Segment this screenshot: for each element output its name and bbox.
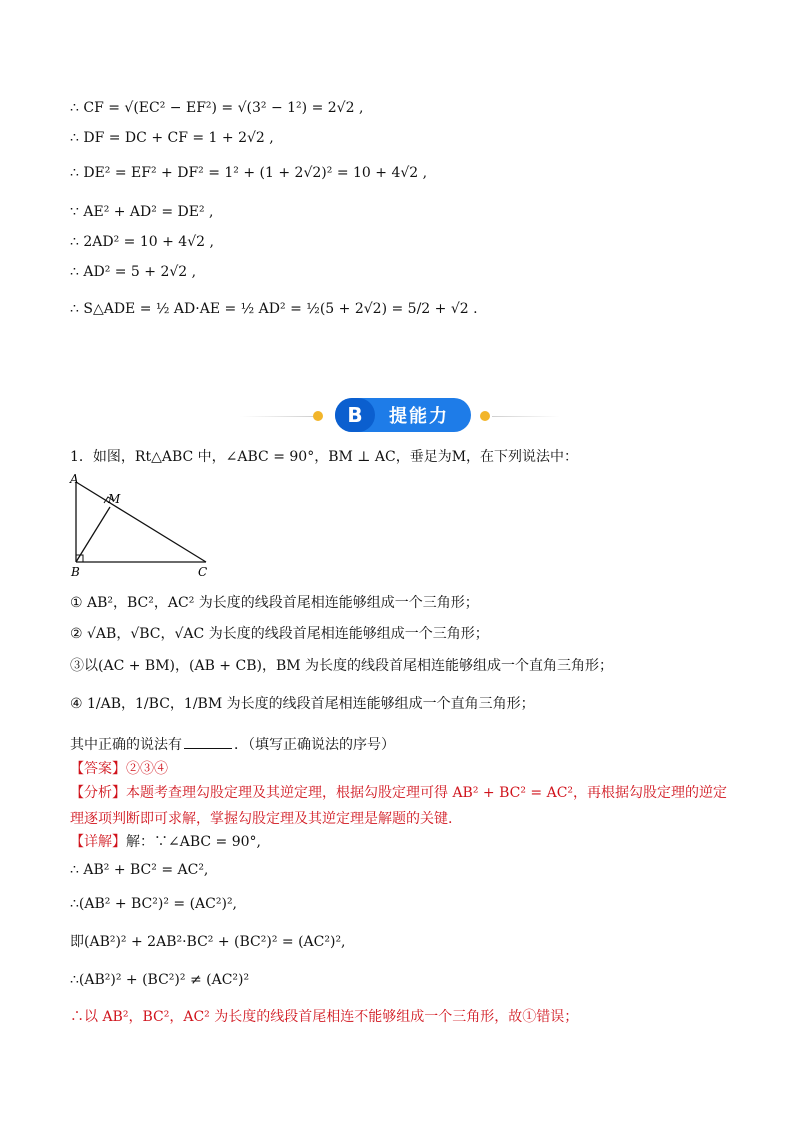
badge-title: 提能力 [389, 406, 449, 427]
detail-label: 【详解】 [70, 834, 126, 850]
label-c: C [198, 565, 208, 579]
solution-line-7: ∴ S△ADE = ½ AD·AE = ½ AD² = ½(5 + 2√2) = 5/2 + √2 . [70, 301, 478, 317]
solution-line-2: ∴ DF = DC + CF = 1 + 2√2 , [70, 130, 274, 146]
badge-letter: B [335, 398, 375, 432]
banner-left-dot [313, 411, 323, 421]
banner-right-line [492, 416, 560, 417]
solution-line-1: ∴ CF = √(EC² − EF²) = √(3² − 1²) = 2√2 , [70, 100, 364, 116]
label-b: B [71, 565, 80, 579]
banner-right-dot [480, 411, 490, 421]
prompt-before: 其中正确的说法有 [70, 737, 182, 753]
solution-line-6: ∴ AD² = 5 + 2√2 , [70, 264, 197, 280]
solution-line-4: ∵ AE² + AD² = DE² , [70, 204, 214, 220]
detail-first: 解：∵∠ABC = 90°, [126, 834, 261, 850]
solution-line-3: ∴ DE² = EF² + DF² = 1² + (1 + 2√2)² = 10 + 4√2 , [70, 165, 428, 181]
answer-line [70, 759, 168, 779]
detail-line-2: ∴ AB² + BC² = AC², [70, 862, 209, 878]
answer-blank [184, 748, 232, 749]
label-a: A [70, 474, 79, 486]
label-m: M [108, 492, 121, 506]
option-3: ③以(AC + BM)，(AB + CB)，BM 为长度的线段首尾相连能够组成一个直角三角形； [70, 658, 614, 674]
prompt-after: ．（填写正确说法的序号） [234, 737, 395, 753]
detail-line-3: ∴(AB² + BC²)² = (AC²)², [70, 896, 238, 912]
analysis-line-1 [70, 783, 727, 803]
answer-label: 【答案】 [70, 761, 126, 777]
detail-line-5: ∴(AB²)² + (BC²)² ≠ (AC²)² [70, 972, 250, 988]
section-banner [240, 398, 560, 434]
section-badge [335, 398, 471, 432]
solution-line-5: ∴ 2AD² = 10 + 4√2 , [70, 234, 214, 250]
analysis-line-2: 理逐项判断即可求解，掌握勾股定理及其逆定理是解题的关键. [70, 811, 453, 827]
detail-line-4: 即(AB²)² + 2AB²·BC² + (BC²)² = (AC²)², [70, 934, 346, 950]
option-4: ④ 1/AB，1/BC，1/BM 为长度的线段首尾相连能够组成一个直角三角形； [70, 696, 535, 712]
analysis-text-1: 本题考查理勾股定理及其逆定理，根据勾股定理可得 AB² + BC² = AC²，再根据勾股定理的逆定 [126, 785, 728, 801]
option-1: ① AB²，BC²，AC² 为长度的线段首尾相连能够组成一个三角形； [70, 595, 479, 611]
detail-conclusion: ∴以 AB²，BC²，AC² 为长度的线段首尾相连不能够组成一个三角形，故①错误； [70, 1009, 579, 1025]
option-2: ② √AB，√BC，√AC 为长度的线段首尾相连能够组成一个三角形； [70, 626, 489, 642]
question-stem: 1．如图，Rt△ABC 中，∠ABC = 90°，BM ⊥ AC，垂足为M，在下列说法中： [70, 449, 579, 465]
detail-line-1 [70, 832, 261, 852]
analysis-label: 【分析】 [70, 785, 126, 801]
banner-left-line [240, 416, 315, 417]
question-prompt [70, 735, 395, 755]
triangle-figure [66, 474, 216, 580]
answer-value: ②③④ [126, 761, 168, 777]
